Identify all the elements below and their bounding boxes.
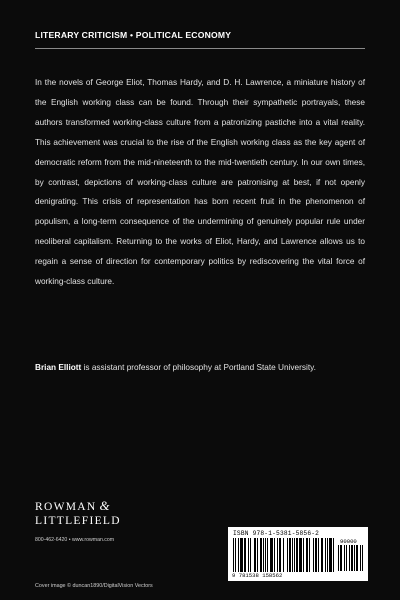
addon-barcode-bars (338, 545, 364, 571)
isbn-text: ISBN 978-1-5381-5856-2 (233, 530, 320, 537)
author-name: Brian Elliott (35, 363, 82, 372)
ean-digits: 9 781538 158562 (232, 572, 283, 579)
publisher-name-line1: ROWMAN (35, 501, 97, 513)
publisher-logo (35, 499, 121, 528)
publisher-ampersand: & (99, 498, 111, 513)
publisher-contact: 800-462-6420 • www.rowman.com (35, 537, 115, 543)
ean-barcode-bars (233, 538, 335, 572)
cover-image-credit: Cover image © duncan1890/DigitalVision Vectors (35, 583, 153, 589)
subject-category-line: LITERARY CRITICISM • POLITICAL ECONOMY (35, 30, 232, 40)
author-bio (35, 362, 375, 374)
isbn-barcode (228, 527, 368, 581)
publisher-name-line2: LITTLEFIELD (35, 515, 121, 527)
book-description: In the novels of George Eliot, Thomas Hardy, and D. H. Lawrence, a miniature history of the English working class can be found. Through their sympathetic portrayals, these authors transformed working-class culture from a patronizing pastiche into a vital reality. This achievement was crucial to the rise of the English working class as the key agent of democratic reform from the mid-nineteenth to the mid-twentieth century. In our own times, by contrast, depictions of working-class culture are patronising at best, if not openly denigrating. This crisis of representation has born recent fruit in the phenomenon of populism, a long-term consequence of the undermining of genuinely popular rule under neoliberal capitalism. Returning to the works of Eliot, Hardy, and Lawrence allows us to regain a sense of direction for contemporary politics by rediscovering the vital force of working-class culture. (35, 78, 365, 287)
price-code: 90000 (340, 538, 357, 545)
author-bio-text: is assistant professor of philosophy at Portland State University. (81, 363, 316, 372)
divider-rule (35, 48, 365, 49)
